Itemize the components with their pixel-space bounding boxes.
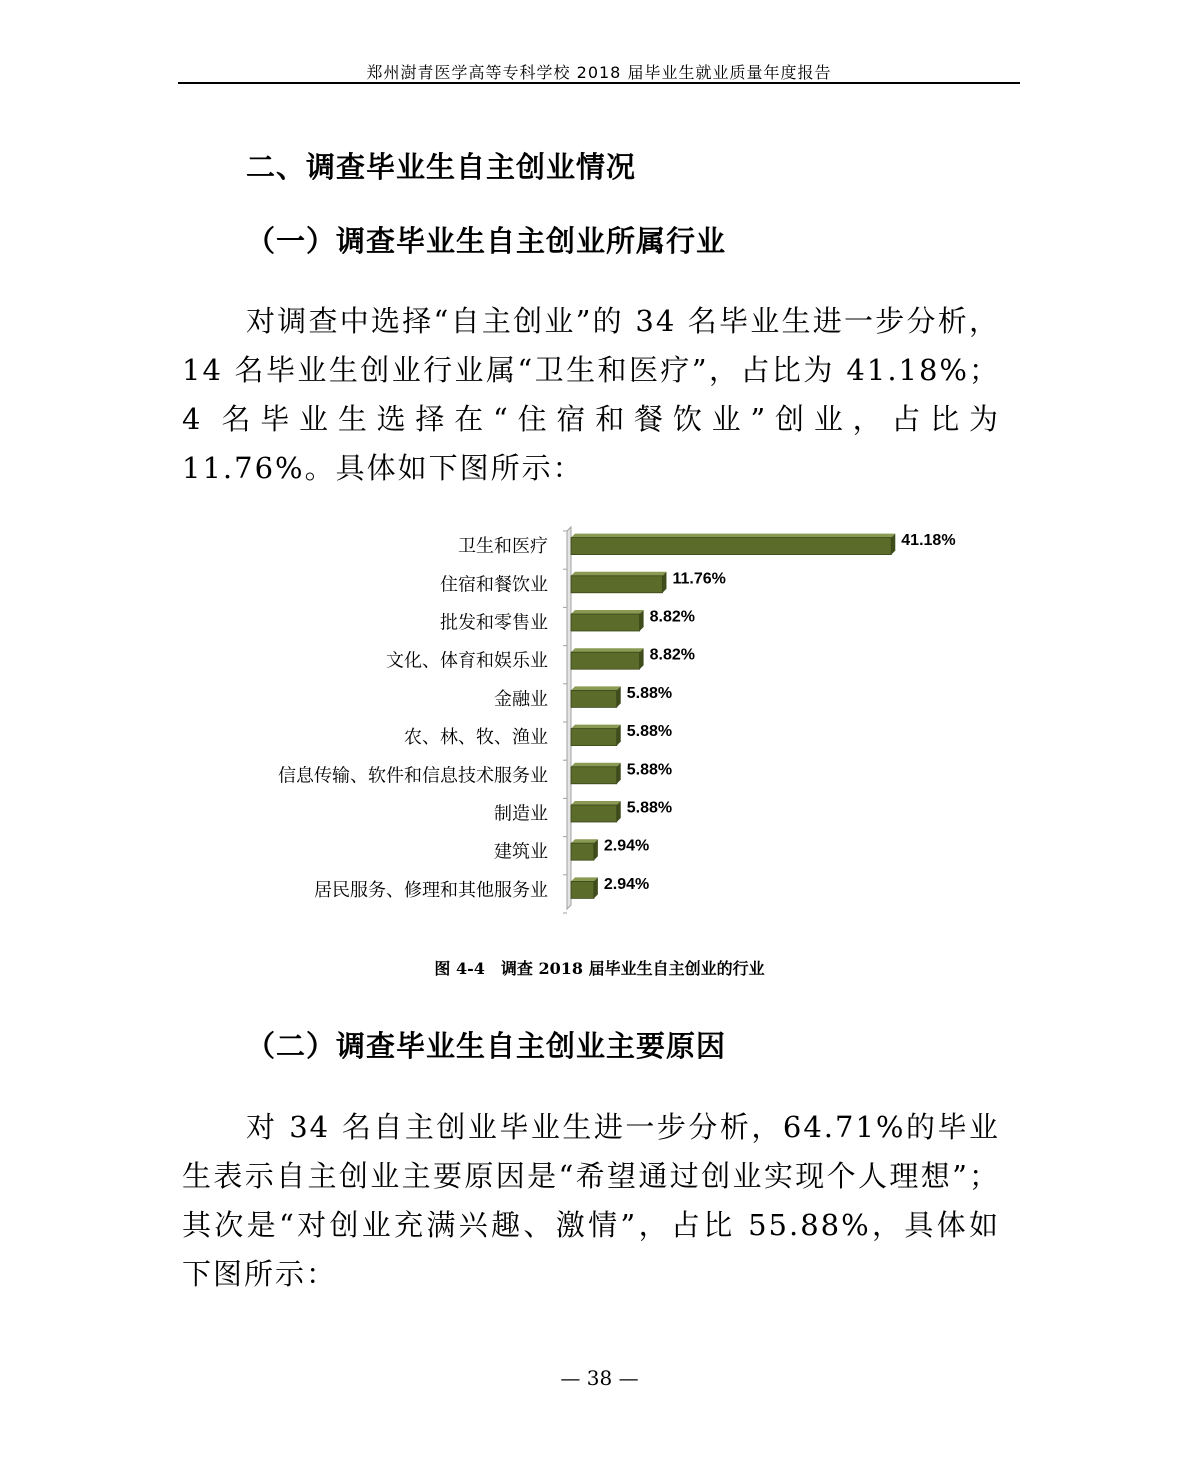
bar: [571, 805, 617, 822]
category-label: 文化、体育和娱乐业: [386, 650, 548, 672]
bar: [571, 538, 891, 555]
value-label: 5.88%: [626, 684, 673, 702]
category-label: 信息传输、软件和信息技术服务业: [278, 765, 548, 787]
bar: [571, 614, 640, 631]
value-label: 8.82%: [649, 608, 695, 626]
category-label: 住宿和餐饮业: [440, 574, 548, 596]
value-label: 5.88%: [626, 799, 673, 817]
value-label: 2.94%: [603, 837, 650, 855]
subsection1-title: （一）调查毕业生自主创业所属行业: [246, 224, 727, 258]
bar: [571, 729, 617, 746]
chart-axis-wall: [567, 527, 571, 909]
category-label: 金融业: [494, 688, 548, 710]
category-label: 建筑业: [494, 841, 548, 863]
bar: [571, 881, 594, 898]
subsection2-paragraph-text: 对 34 名自主创业毕业生进一步分析，64.71%的毕业生表示自主创业主要原因是“希望通过创业实现个人理想”；其次是“对创业充满兴趣、激情”，占比 55.88%，具体如下图所示：: [182, 1110, 1000, 1291]
bar-top-face: [571, 610, 644, 614]
value-label: 11.76%: [672, 570, 726, 588]
bar-top-face: [571, 801, 621, 805]
category-label: 卫生和医疗: [458, 536, 548, 558]
page-header: 郑州澍青医学高等专科学校 2018 届毕业生就业质量年度报告: [366, 63, 832, 82]
bar: [571, 767, 617, 784]
value-label: 8.82%: [649, 646, 695, 664]
category-label: 居民服务、修理和其他服务业: [314, 879, 548, 901]
bar-top-face: [571, 877, 598, 881]
bar-top-face: [571, 725, 621, 729]
category-label: 制造业: [494, 803, 548, 825]
bar: [571, 843, 594, 860]
bar-top-face: [571, 534, 895, 538]
value-label: 2.94%: [603, 875, 650, 893]
category-label: 农、林、牧、渔业: [404, 727, 548, 749]
subsection1-paragraph-text: 对调查中选择“自主创业”的 34 名毕业生进一步分析，14 名毕业生创业行业属“卫生和医疗”，占比为 41.18%；4 名毕业生选择在“住宿和餐饮业”创业，占比为 11.76%。具体如下图所示：: [182, 304, 1000, 485]
bar-top-face: [571, 572, 666, 576]
page-number: — 38 —: [560, 1366, 639, 1390]
bar-top-face: [571, 839, 598, 843]
bar-top-face: [571, 763, 621, 767]
subsection2-paragraph: [182, 1103, 1000, 1299]
category-label: 批发和零售业: [440, 612, 548, 634]
bar: [571, 690, 617, 707]
bar-top-face: [571, 648, 644, 652]
value-label: 5.88%: [626, 761, 673, 779]
bar-top-face: [571, 686, 621, 690]
value-label: 5.88%: [626, 723, 673, 741]
bar: [571, 652, 640, 669]
section-title: 二、调查毕业生自主创业情况: [246, 150, 637, 184]
subsection2-title: （二）调查毕业生自主创业主要原因: [246, 1029, 727, 1063]
figure-caption: 图 4-4 调查 2018 届毕业生自主创业的行业: [434, 959, 765, 978]
bar: [571, 576, 662, 593]
value-label: 41.18%: [901, 532, 956, 550]
